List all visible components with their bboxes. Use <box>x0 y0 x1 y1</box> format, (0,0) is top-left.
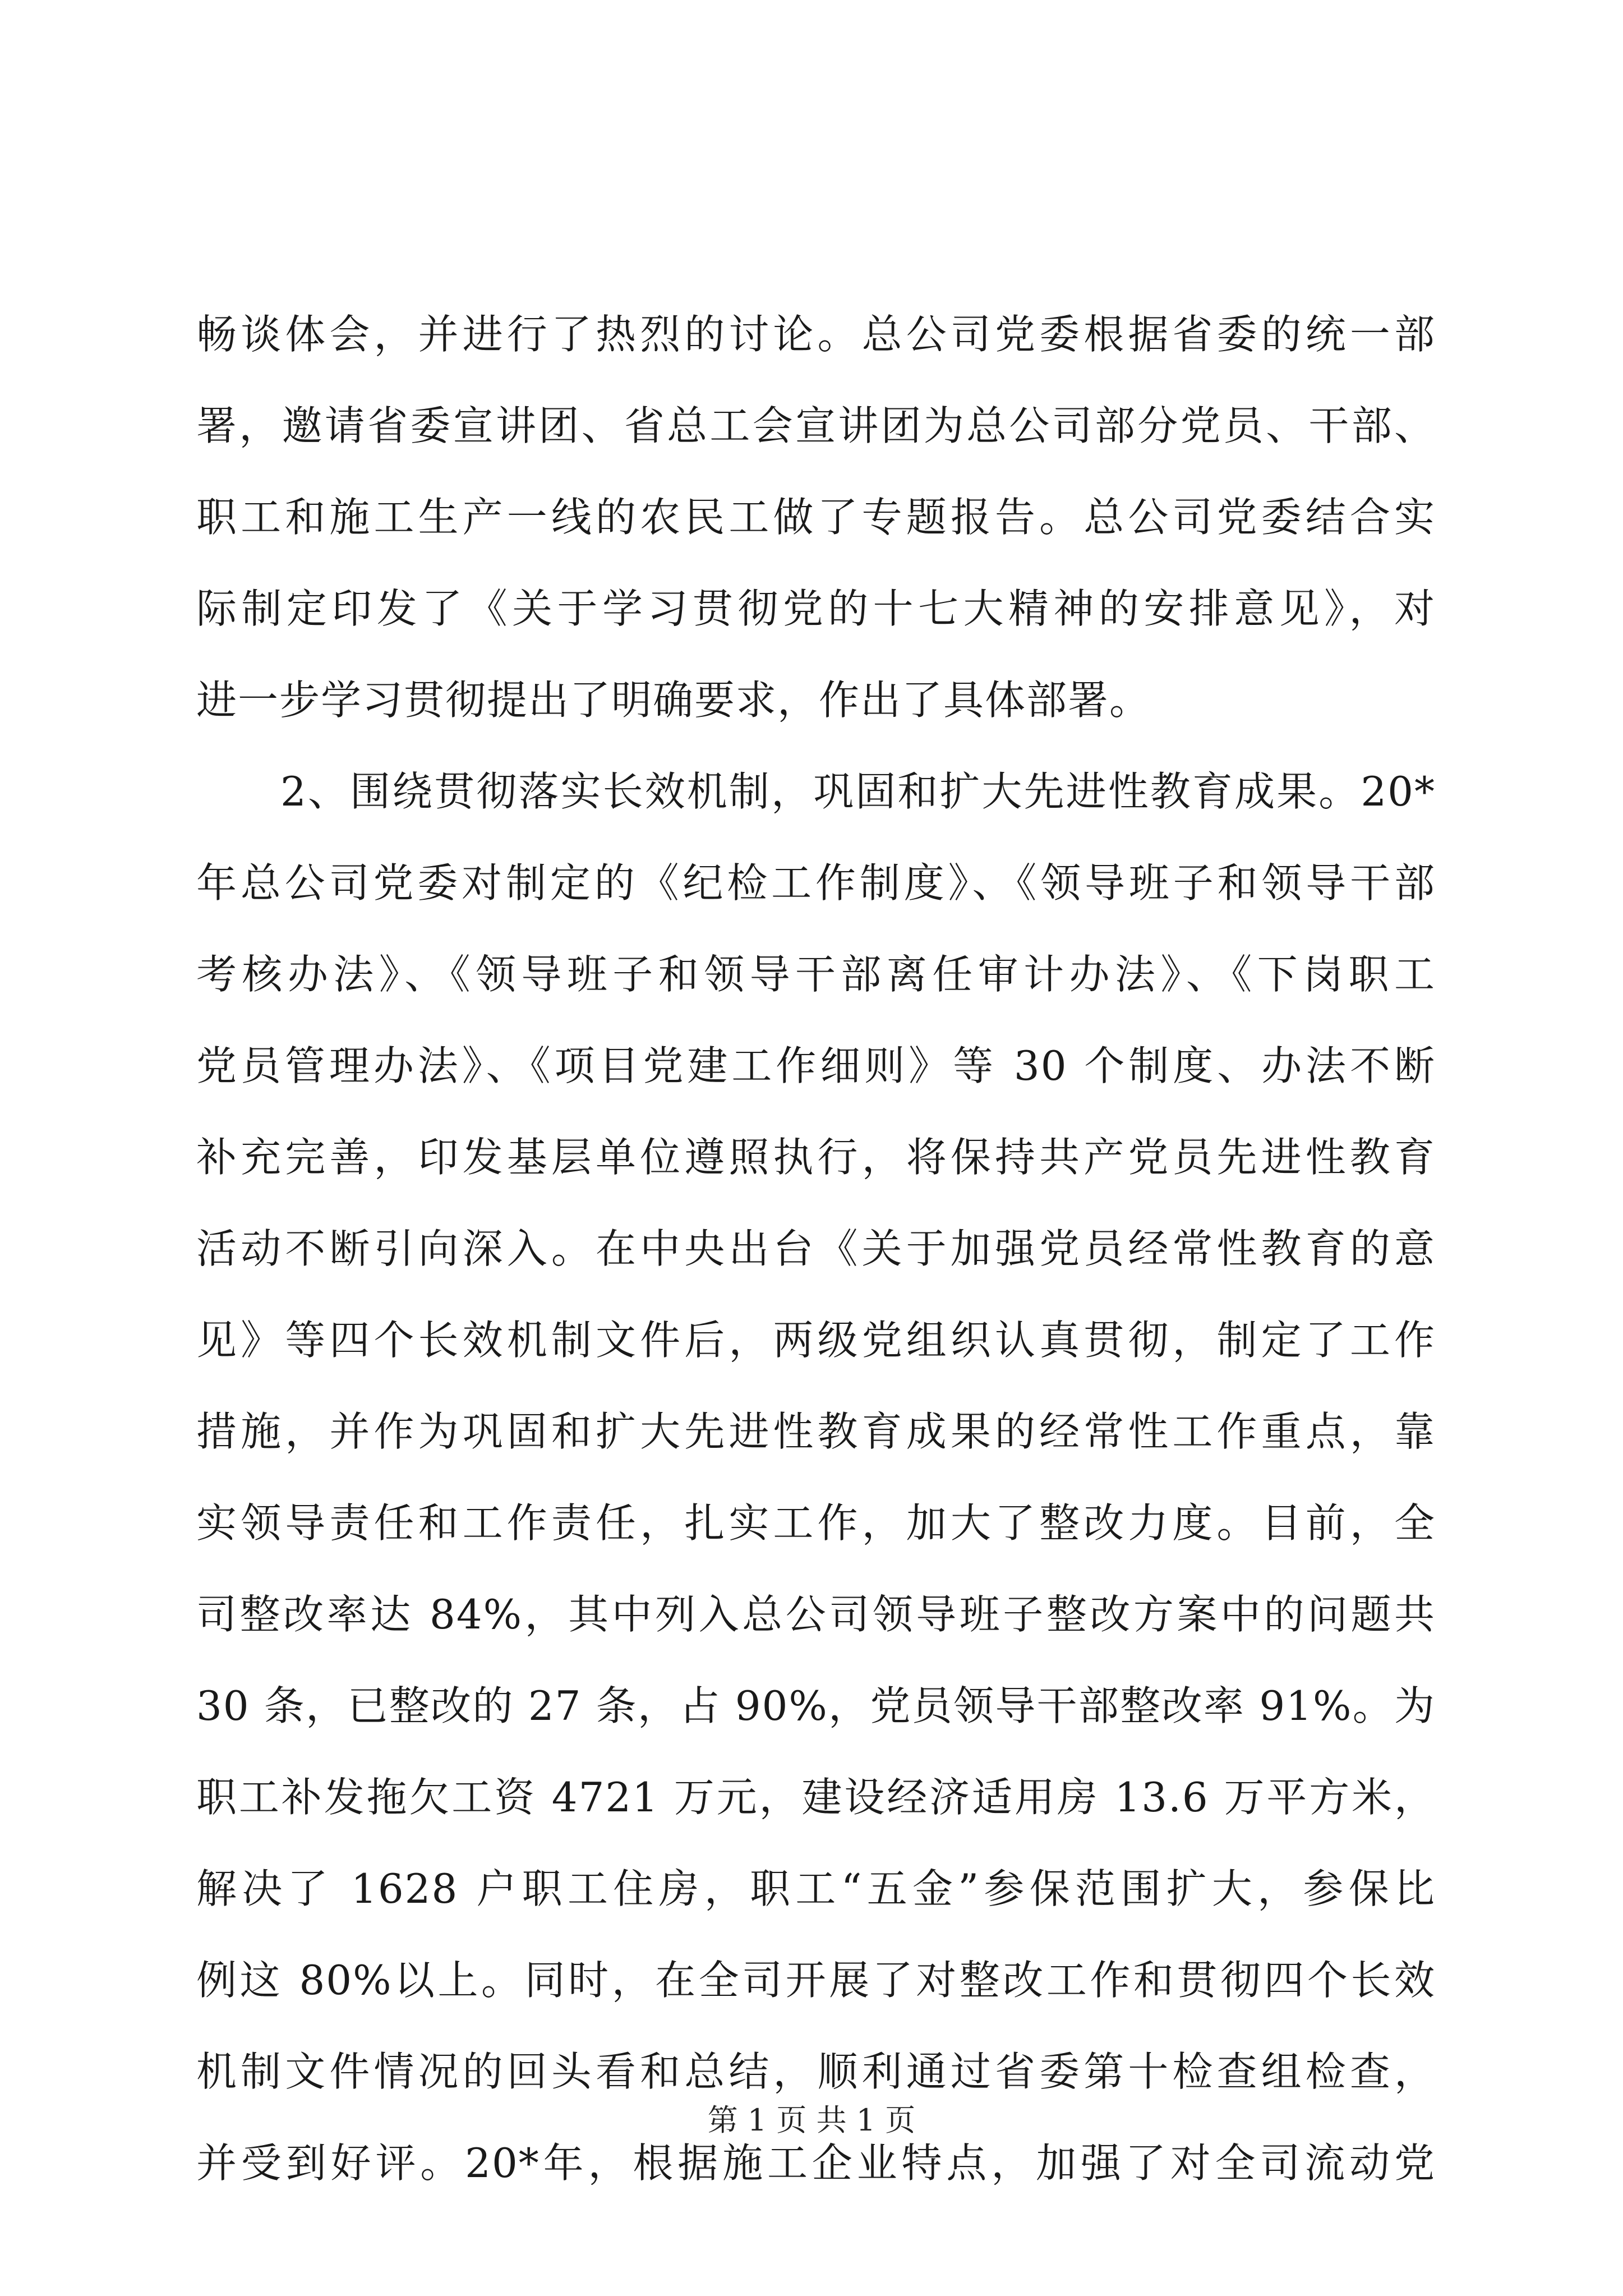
text-line: 职工和施工生产一线的农民工做了专题报告。总公司党委结合实 <box>196 494 1436 541</box>
text-line: 见》等四个长效机制文件后，两级党组织认真贯彻，制定了工作 <box>196 1317 1436 1364</box>
text-line: 例这 80%以上。同时，在全司开展了对整改工作和贯彻四个长效 <box>196 1957 1436 2004</box>
text-line: 实领导责任和工作责任，扎实工作，加大了整改力度。目前，全 <box>196 1499 1436 1547</box>
text-line: 党员管理办法》、《项目党建工作细则》等 30 个制度、办法不断 <box>196 1042 1436 1089</box>
text-line: 考核办法》、《领导班子和领导干部离任审计办法》、《下岗职工 <box>196 951 1436 998</box>
text-line: 措施，并作为巩固和扩大先进性教育成果的经常性工作重点，靠 <box>196 1408 1436 1455</box>
text-line: 活动不断引向深入。在中央出台《关于加强党员经常性教育的意 <box>196 1225 1436 1272</box>
text-line: 职工补发拖欠工资 4721 万元，建设经济适用房 13.6 万平方米， <box>196 1774 1436 1821</box>
document-body <box>196 289 1436 2209</box>
text-line: 并受到好评。20*年，根据施工企业特点，加强了对全司流动党 <box>196 2139 1436 2187</box>
text-line: 年总公司党委对制定的《纪检工作制度》、《领导班子和领导干部 <box>196 859 1436 907</box>
text-line: 2、围绕贯彻落实长效机制，巩固和扩大先进性教育成果。20* <box>280 768 1436 815</box>
text-line: 际制定印发了《关于学习贯彻党的十七大精神的安排意见》，对 <box>196 585 1436 632</box>
text-line: 30 条，已整改的 27 条，占 90%，党员领导干部整改率 91%。为 <box>196 1682 1436 1729</box>
text-line: 进一步学习贯彻提出了明确要求，作出了具体部署。 <box>196 677 1151 724</box>
text-line: 司整改率达 84%，其中列入总公司领导班子整改方案中的问题共 <box>196 1591 1436 1638</box>
text-line: 机制文件情况的回头看和总结，顺利通过省委第十检查组检查， <box>196 2048 1436 2095</box>
text-line: 解决了 1628 户职工住房，职工“五金”参保范围扩大，参保比 <box>196 1865 1436 1912</box>
text-line: 畅谈体会，并进行了热烈的讨论。总公司党委根据省委的统一部 <box>196 311 1436 358</box>
text-line: 补充完善，印发基层单位遵照执行，将保持共产党员先进性教育 <box>196 1134 1436 1181</box>
page-number-footer: 第 1 页 共 1 页 <box>707 2102 916 2138</box>
text-line: 署，邀请省委宣讲团、省总工会宣讲团为总公司部分党员、干部、 <box>196 402 1436 449</box>
